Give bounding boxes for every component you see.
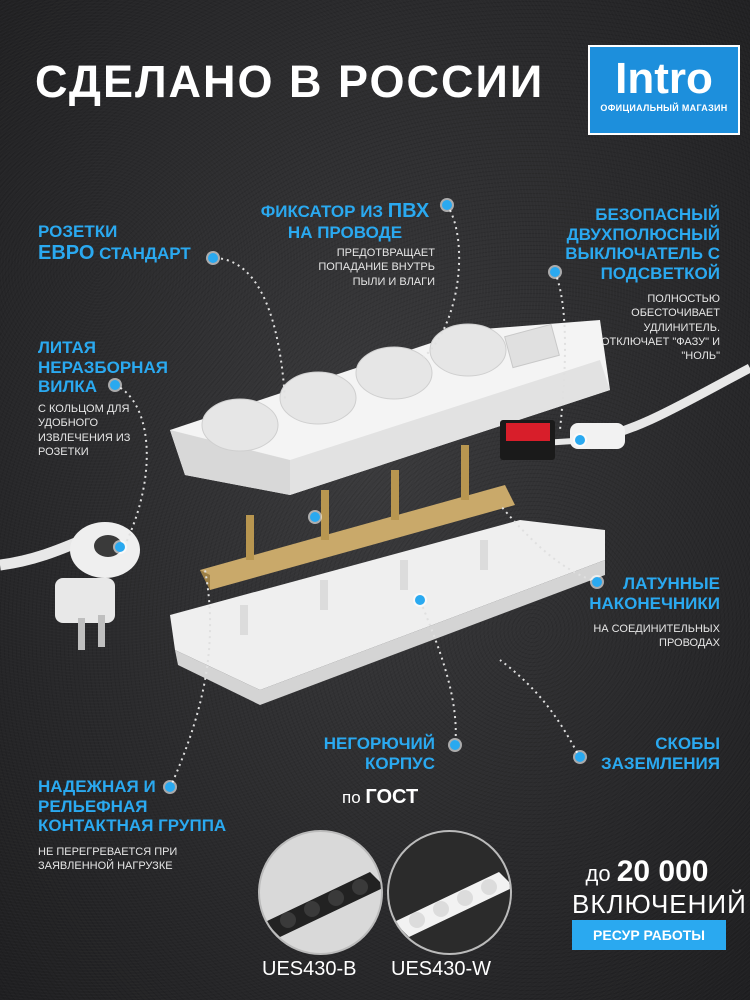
white-power-strip-icon	[389, 832, 512, 955]
pvc-note: ПРЕДОТВРАЩАЕТ ПОПАДАНИЕ ВНУТРЬ ПЫЛИ И ВЛАГИ	[318, 247, 435, 288]
sockets-euro: ЕВРО	[38, 241, 95, 264]
callout-dot-ground[interactable]	[575, 752, 585, 762]
counter-prefix: до	[585, 861, 611, 886]
counter-unit: ВКЛЮЧЕНИЙ	[572, 889, 747, 919]
pvc-title2: НА ПРОВОДЕ	[287, 223, 403, 242]
ground-title: СКОБЫ ЗАЗЕМЛЕНИЯ	[600, 734, 720, 773]
housing-gost	[342, 786, 418, 809]
brass-title: ЛАТУННЫЕ НАКОНЕЧНИКИ	[589, 574, 720, 613]
callout-dot-housing[interactable]	[450, 740, 460, 750]
bottom-housing	[170, 520, 605, 690]
clamp-dot[interactable]	[575, 435, 585, 445]
callout-sockets	[38, 222, 191, 265]
contact-dot[interactable]	[310, 512, 320, 522]
plug-note: С КОЛЬЦОМ ДЛЯ УДОБНОГО ИЗВЛЕЧЕНИЯ ИЗ РОЗЕТКИ	[38, 403, 131, 458]
counter-number: 20 000	[616, 855, 709, 888]
plug-title: ЛИТАЯ НЕРАЗБОРНАЯ ВИЛКА	[38, 338, 168, 397]
switch-title: БЕЗОПАСНЫЙ ДВУХПОЛЮСНЫЙ ВЫКЛЮЧАТЕЛЬ С ПОДСВЕТКОЙ	[565, 205, 720, 283]
sockets-line1: РОЗЕТКИ	[38, 222, 118, 241]
plug-dot[interactable]	[115, 542, 125, 552]
pvc-title-big: ПВХ	[387, 200, 430, 222]
brass-note: НА СОЕДИНИТЕЛЬНЫХ ПРОВОДАХ	[593, 623, 720, 650]
gost-prefix: по	[342, 788, 361, 807]
callout-dot-sockets[interactable]	[208, 253, 218, 263]
housing-title: НЕГОРЮЧИЙ КОРПУС	[323, 734, 435, 773]
resource-badge: РЕСУР РАБОТЫ	[572, 920, 726, 950]
black-power-strip-icon	[260, 832, 383, 955]
gost-label: ГОСТ	[365, 786, 419, 808]
leader-lines	[115, 205, 597, 788]
model-thumb-black[interactable]	[258, 830, 383, 955]
callout-pvc	[250, 200, 440, 243]
contacts-note: НЕ ПЕРЕГРЕВАЕТСЯ ПРИ ЗАЯВЛЕННОЙ НАГРУЗКЕ	[38, 846, 178, 873]
model-black-label: UES430-B	[262, 958, 357, 980]
sockets-standard: СТАНДАРТ	[99, 243, 191, 263]
switch-cycles	[572, 855, 747, 920]
callout-dot-pvc[interactable]	[442, 200, 452, 210]
contacts-title: НАДЕЖНАЯ И РЕЛЬЕФНАЯ КОНТАКТНАЯ ГРУППА	[38, 777, 227, 836]
page-title: СДЕЛАНО В РОССИИ	[35, 56, 545, 107]
logo-subtitle: ОФИЦИАЛЬНЫЙ МАГАЗИН	[600, 103, 728, 113]
plug-pin	[78, 618, 85, 650]
model-thumb-white[interactable]	[387, 830, 512, 955]
model-white-label: UES430-W	[391, 958, 492, 980]
housing-dot[interactable]	[415, 595, 425, 605]
switch-note: ПОЛНОСТЬЮ ОБЕСТОЧИВАЕТ УДЛИНИТЕЛЬ. ОТКЛЮЧАЕТ "ФАЗУ" И "НОЛЬ"	[600, 293, 720, 363]
logo-brand: Intro	[615, 54, 713, 103]
pvc-title1: ФИКСАТОР ИЗ	[260, 202, 384, 221]
